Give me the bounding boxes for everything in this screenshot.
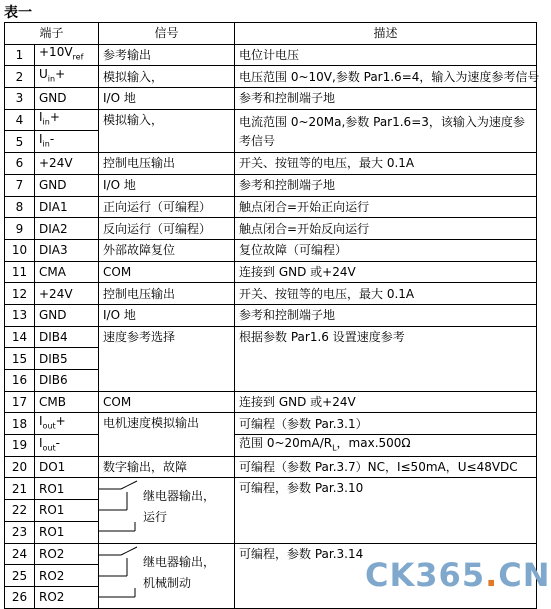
table-caption: 表一	[4, 5, 32, 21]
relay-ro1-function: 运行	[143, 510, 168, 525]
table-row	[5, 456, 537, 478]
signal-description: 可编程（参数 Par.3.7）NC，I≤50mA，U≤48VDC	[235, 456, 537, 478]
signal-name: 正向运行（可编程）	[99, 196, 235, 218]
row-number: 24	[5, 543, 35, 565]
signal-description: 连接到 GND 或+24V	[235, 391, 537, 413]
row-number: 18	[5, 413, 35, 435]
terminal-name: $I_{in}+$	[35, 109, 99, 131]
signal-description: 参考和控制端子地	[235, 174, 537, 196]
row-number: 6	[5, 153, 35, 175]
row-number: 11	[5, 261, 35, 283]
header-terminal: 端子	[5, 23, 99, 45]
signal-name: COM	[99, 261, 235, 283]
table-row	[5, 283, 537, 305]
terminal-name: DIA3	[35, 239, 99, 261]
terminal-name: DIA2	[35, 218, 99, 240]
row-number: 3	[5, 88, 35, 110]
row-number: 16	[5, 370, 35, 392]
signal-name: 电机速度模拟输出	[99, 413, 235, 456]
table-row	[5, 174, 537, 196]
signal-name: 控制电压输出	[99, 283, 235, 305]
relay-ro1-label: 继电器输出，	[143, 489, 216, 504]
terminal-name: DIB5	[35, 348, 99, 370]
signal-description: 电流范围 0~20Ma,参数 Par1.6=3，该输入为速度参考信号	[235, 109, 537, 152]
table-row	[5, 218, 537, 240]
signal-name: I/O 地	[99, 174, 235, 196]
row-number: 8	[5, 196, 35, 218]
table-row	[5, 44, 537, 66]
signal-description: 触点闭合=开始反向运行	[235, 218, 537, 240]
signal-description: 电压范围 0~10V,参数 Par1.6=4，输入为速度参考信号	[235, 66, 537, 88]
row-number: 12	[5, 283, 35, 305]
relay-ro1-signal	[99, 478, 235, 543]
terminal-name: $I_{out}+$	[35, 413, 99, 435]
relay-ro2-function: 机械制动	[143, 575, 192, 590]
table-row	[5, 478, 537, 500]
table-row	[5, 435, 537, 457]
signal-name: 模拟输入，	[99, 66, 235, 88]
terminal-name: RO2	[35, 586, 99, 608]
row-number: 20	[5, 456, 35, 478]
signal-name: I/O 地	[99, 304, 235, 326]
signal-name: 速度参考选择	[99, 326, 235, 391]
terminal-name: DO1	[35, 456, 99, 478]
row-number: 22	[5, 500, 35, 522]
table-row	[5, 326, 537, 348]
table-row	[5, 304, 537, 326]
row-number: 1	[5, 44, 35, 66]
terminal-name: $I_{out}-$	[35, 435, 99, 457]
signal-name: 外部故障复位	[99, 239, 235, 261]
signal-description: 连接到 GND 或+24V	[235, 261, 537, 283]
terminal-name: RO2	[35, 543, 99, 565]
terminal-name: RO1	[35, 478, 99, 500]
row-number: 9	[5, 218, 35, 240]
table-row	[5, 66, 537, 88]
terminal-name: CMB	[35, 391, 99, 413]
terminal-name: CMA	[35, 261, 99, 283]
table-row	[5, 88, 537, 110]
row-number: 5	[5, 131, 35, 153]
terminal-name: DIB4	[35, 326, 99, 348]
signal-description: 参考和控制端子地	[235, 88, 537, 110]
terminal-name: GND	[35, 304, 99, 326]
terminal-name: $+10V_{ref}$	[35, 44, 99, 66]
row-number: 15	[5, 348, 35, 370]
signal-name: 数字输出，故障	[99, 456, 235, 478]
signal-description: 范围 $0\sim 20mA/R_L$，max.500Ω	[235, 435, 537, 457]
signal-name: 参考输出	[99, 44, 235, 66]
row-number: 21	[5, 478, 35, 500]
signal-name: 反向运行（可编程）	[99, 218, 235, 240]
row-number: 25	[5, 565, 35, 587]
terminal-name: +24V	[35, 153, 99, 175]
terminal-name: RO1	[35, 500, 99, 522]
signal-description: 可编程（参数 Par.3.1）	[235, 413, 537, 435]
terminal-name: RO2	[35, 565, 99, 587]
signal-name: 模拟输入，	[99, 109, 235, 152]
header-signal: 信号	[99, 23, 235, 45]
signal-name: I/O 地	[99, 88, 235, 110]
signal-description: 开关、按钮等的电压，最大 0.1A	[235, 283, 537, 305]
row-number: 4	[5, 109, 35, 131]
signal-description: 参考和控制端子地	[235, 304, 537, 326]
terminal-name: GND	[35, 174, 99, 196]
table-row	[5, 153, 537, 175]
table-row	[5, 391, 537, 413]
signal-name: COM	[99, 391, 235, 413]
row-number: 14	[5, 326, 35, 348]
row-number: 26	[5, 586, 35, 608]
terminal-name: DIA1	[35, 196, 99, 218]
terminal-name: DIB6	[35, 370, 99, 392]
signal-description: 根据参数 Par1.6 设置速度参考	[235, 326, 537, 391]
table-row	[5, 261, 537, 283]
row-number: 2	[5, 66, 35, 88]
terminal-name: +24V	[35, 283, 99, 305]
signal-description: 开关、按钮等的电压，最大 0.1A	[235, 153, 537, 175]
row-number: 10	[5, 239, 35, 261]
header-row	[5, 23, 537, 45]
row-number: 19	[5, 435, 35, 457]
row-number: 23	[5, 521, 35, 543]
header-description: 描述	[235, 23, 537, 45]
row-number: 7	[5, 174, 35, 196]
relay-ro2-signal	[99, 543, 235, 608]
row-number: 17	[5, 391, 35, 413]
terminal-name: $I_{in}-$	[35, 131, 99, 153]
site-watermark: CK365.CN	[365, 556, 551, 594]
terminal-name: GND	[35, 88, 99, 110]
relay-ro2-label: 继电器输出，	[143, 554, 216, 569]
table-row	[5, 239, 537, 261]
signal-description: 可编程，参数 Par.3.14	[235, 543, 537, 608]
terminal-table	[4, 22, 540, 609]
table-row	[5, 413, 537, 435]
terminal-name: $U_{in}+$	[35, 66, 99, 88]
row-number: 13	[5, 304, 35, 326]
terminal-name: RO1	[35, 521, 99, 543]
signal-description: 复位故障（可编程）	[235, 239, 537, 261]
signal-name: 控制电压输出	[99, 153, 235, 175]
table-row	[5, 109, 537, 131]
signal-description: 触点闭合=开始正向运行	[235, 196, 537, 218]
table-row	[5, 196, 537, 218]
signal-description: 可编程，参数 Par.3.10	[235, 478, 537, 543]
signal-description: 电位计电压	[235, 44, 537, 66]
